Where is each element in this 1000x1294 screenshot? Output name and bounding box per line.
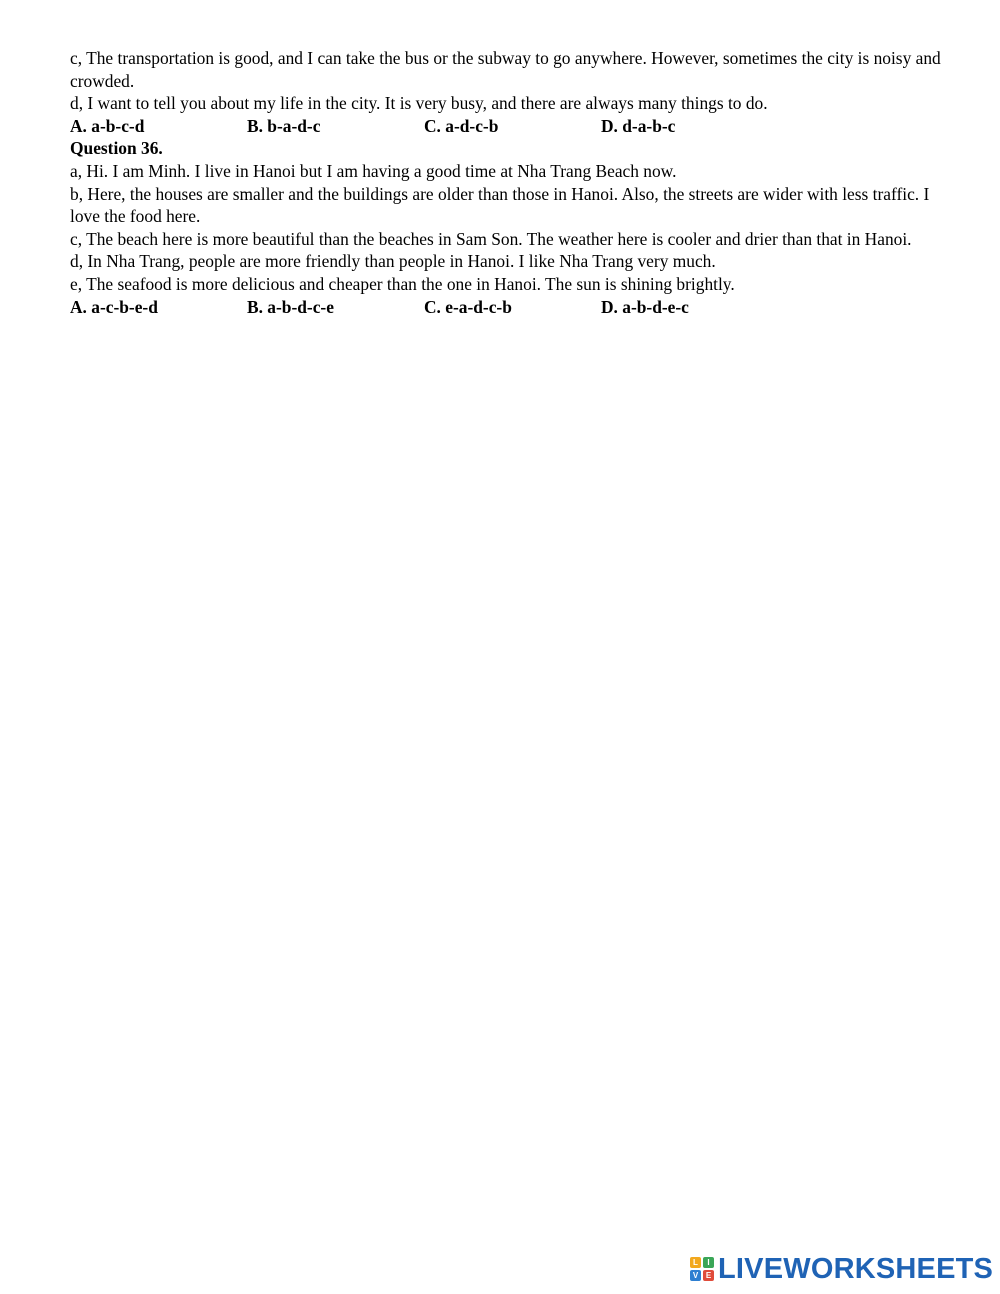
- q36-option-b[interactable]: B. a-b-d-c-e: [247, 296, 334, 317]
- q36-sentence-d: d, In Nha Trang, people are more friendly than people in Hanoi. I like Nha Trang very much.: [70, 251, 716, 272]
- q35-sentence-c: c, The transportation is good, and I can take the bus or the subway to go anywhere. However, sometimes the city is noisy and crowded.: [70, 48, 941, 91]
- liveworksheets-logo-icon: [690, 1257, 714, 1281]
- q35-option-c[interactable]: C. a-d-c-b: [424, 115, 499, 136]
- q36-option-a[interactable]: A. a-c-b-e-d: [70, 296, 158, 317]
- q36-option-d[interactable]: D. a-b-d-e-c: [601, 296, 689, 317]
- q35-sentence-d: d, I want to tell you about my life in the city. It is very busy, and there are always many things to do.: [70, 93, 768, 114]
- q36-sentence-e: e, The seafood is more delicious and cheaper than the one in Hanoi. The sun is shining brightly.: [70, 273, 735, 294]
- logo-badge-v: V: [690, 1270, 701, 1281]
- logo-badge-i: I: [703, 1257, 714, 1268]
- q35-option-d[interactable]: D. d-a-b-c: [601, 115, 676, 136]
- q36-sentence-b: b, Here, the houses are smaller and the buildings are older than those in Hanoi. Also, the streets are wider with less traffic. I love the food here.: [70, 183, 930, 227]
- logo-badge-e: E: [703, 1270, 714, 1281]
- q35-option-b[interactable]: B. b-a-d-c: [247, 115, 321, 136]
- worksheet-page: [70, 47, 950, 318]
- q35-option-a[interactable]: A. a-b-c-d: [70, 115, 145, 136]
- q36-options: [70, 296, 950, 319]
- logo-wordmark: LIVEWORKSHEETS: [718, 1253, 994, 1285]
- q35-options: [70, 115, 950, 138]
- q36-option-c[interactable]: C. e-a-d-c-b: [424, 296, 512, 317]
- q36-sentence-c: c, The beach here is more beautiful than the beaches in Sam Son. The weather here is cooler and drier than that in Hanoi.: [70, 228, 912, 249]
- liveworksheets-logo[interactable]: [690, 1254, 993, 1284]
- q36-title: Question 36.: [70, 138, 163, 159]
- q36-sentence-a: a, Hi. I am Minh. I live in Hanoi but I am having a good time at Nha Trang Beach now.: [70, 160, 677, 181]
- logo-badge-l: L: [690, 1257, 701, 1268]
